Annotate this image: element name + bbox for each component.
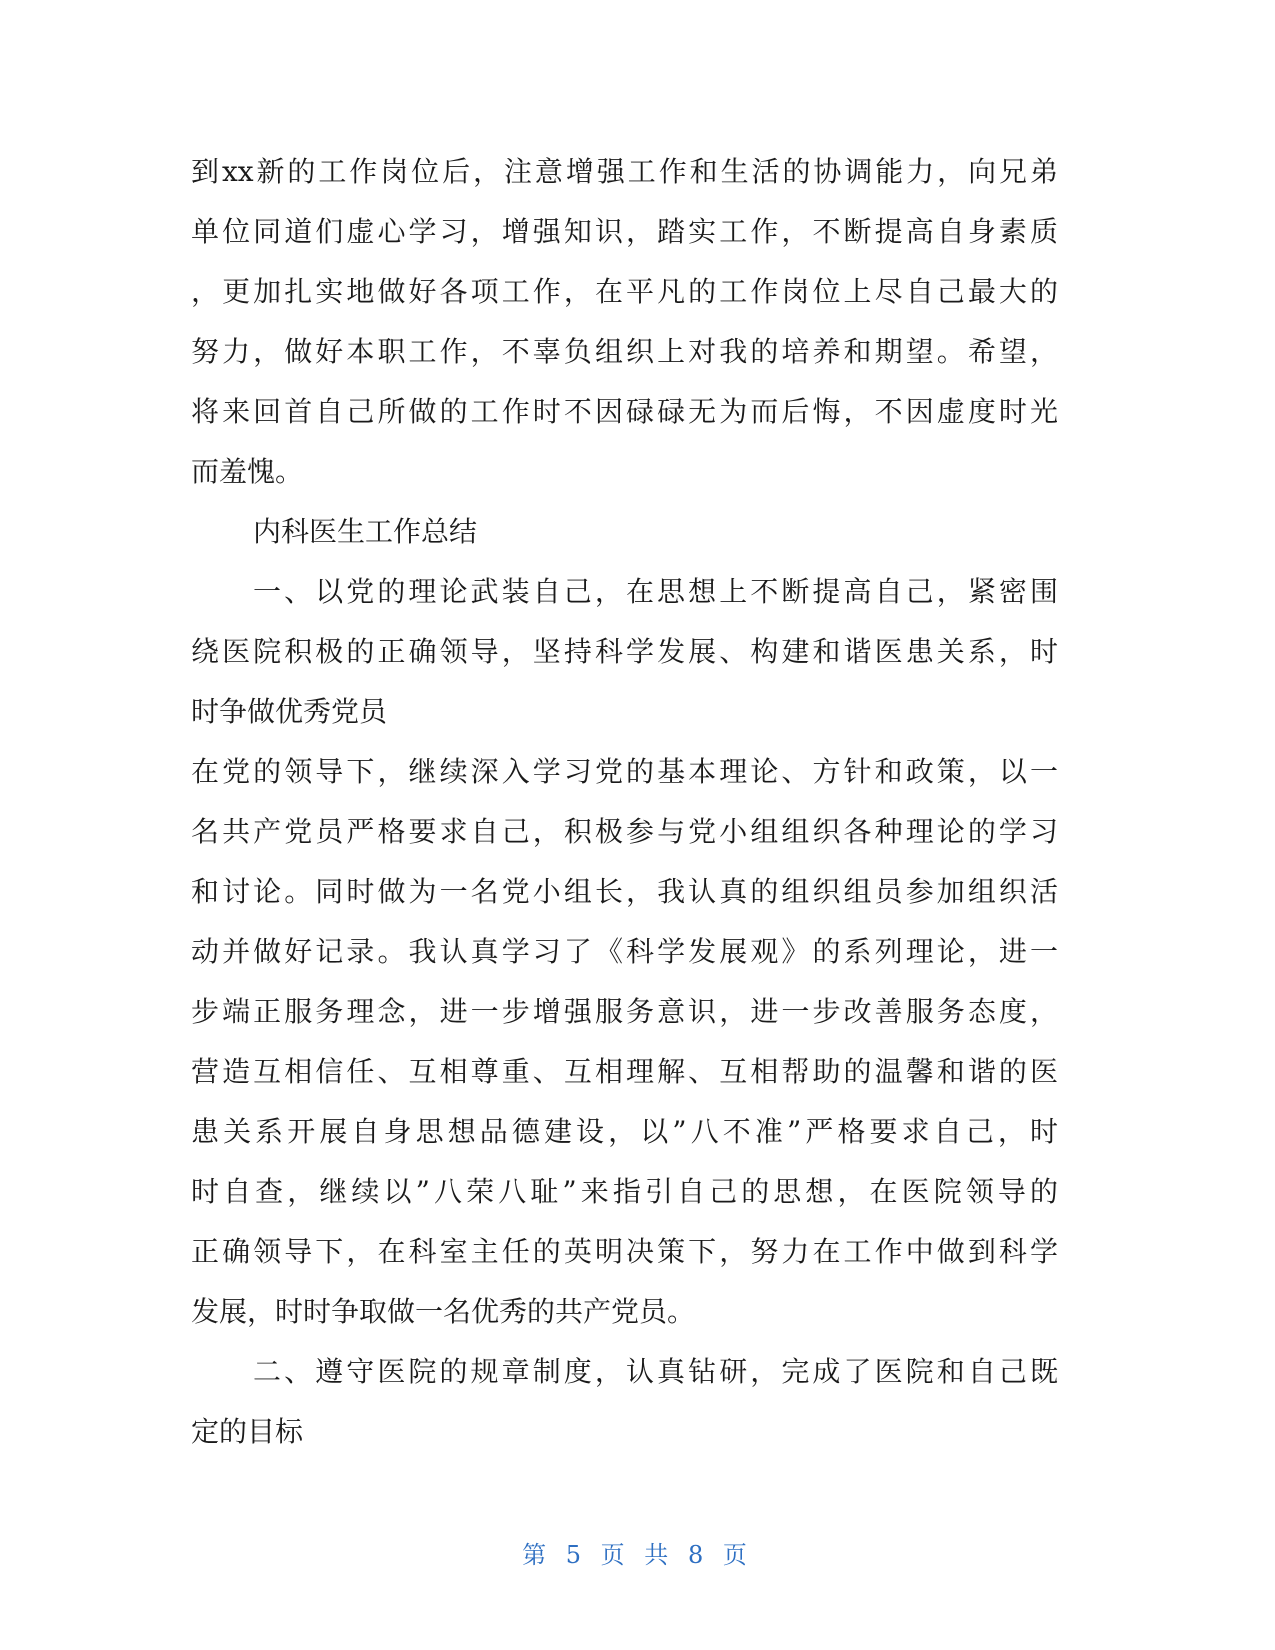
text-line: 努力，做好本职工作，不辜负组织上对我的培养和期望。希望， — [191, 335, 1058, 368]
text-line: 而羞愧。 — [191, 455, 304, 488]
text-line: 时争做优秀党员 — [191, 695, 388, 728]
text-line: 时自查，继续以”八荣八耻”来指引自己的思想，在医院领导的 — [191, 1175, 1058, 1208]
text-line: 和讨论。同时做为一名党小组长，我认真的组织组员参加组织活 — [191, 875, 1058, 908]
text-line: 在党的领导下，继续深入学习党的基本理论、方针和政策，以一 — [191, 755, 1058, 788]
text-line: 二、遵守医院的规章制度，认真钻研，完成了医院和自己既 — [253, 1355, 1058, 1388]
text-line: 到xx新的工作岗位后，注意增强工作和生活的协调能力，向兄弟 — [191, 155, 1058, 188]
text-line: 名共产党员严格要求自己，积极参与党小组组织各种理论的学习 — [191, 815, 1058, 848]
text-line: 营造互相信任、互相尊重、互相理解、互相帮助的温馨和谐的医 — [191, 1055, 1058, 1088]
text-line: 患关系开展自身思想品德建设，以”八不准”严格要求自己，时 — [191, 1115, 1058, 1148]
text-line: ，更加扎实地做好各项工作，在平凡的工作岗位上尽自己最大的 — [191, 275, 1058, 308]
section-heading: 内科医生工作总结 — [253, 515, 478, 548]
text-line: 绕医院积极的正确领导，坚持科学发展、构建和谐医患关系，时 — [191, 635, 1058, 668]
page-number-footer: 第 5 页 共 8 页 — [522, 1541, 753, 1569]
document-body — [191, 142, 1058, 1462]
text-line: 正确领导下，在科室主任的英明决策下，努力在工作中做到科学 — [191, 1235, 1058, 1268]
text-line: 一、以党的理论武装自己，在思想上不断提高自己，紧密围 — [253, 575, 1058, 608]
text-line: 动并做好记录。我认真学习了《科学发展观》的系列理论，进一 — [191, 935, 1058, 968]
text-line: 发展，时时争取做一名优秀的共产党员。 — [191, 1295, 696, 1328]
text-line: 步端正服务理念，进一步增强服务意识，进一步改善服务态度， — [191, 995, 1058, 1028]
text-line: 定的目标 — [191, 1415, 304, 1448]
text-line: 单位同道们虚心学习，增强知识，踏实工作，不断提高自身素质 — [191, 215, 1058, 248]
text-line: 将来回首自己所做的工作时不因碌碌无为而后悔，不因虚度时光 — [191, 395, 1058, 428]
